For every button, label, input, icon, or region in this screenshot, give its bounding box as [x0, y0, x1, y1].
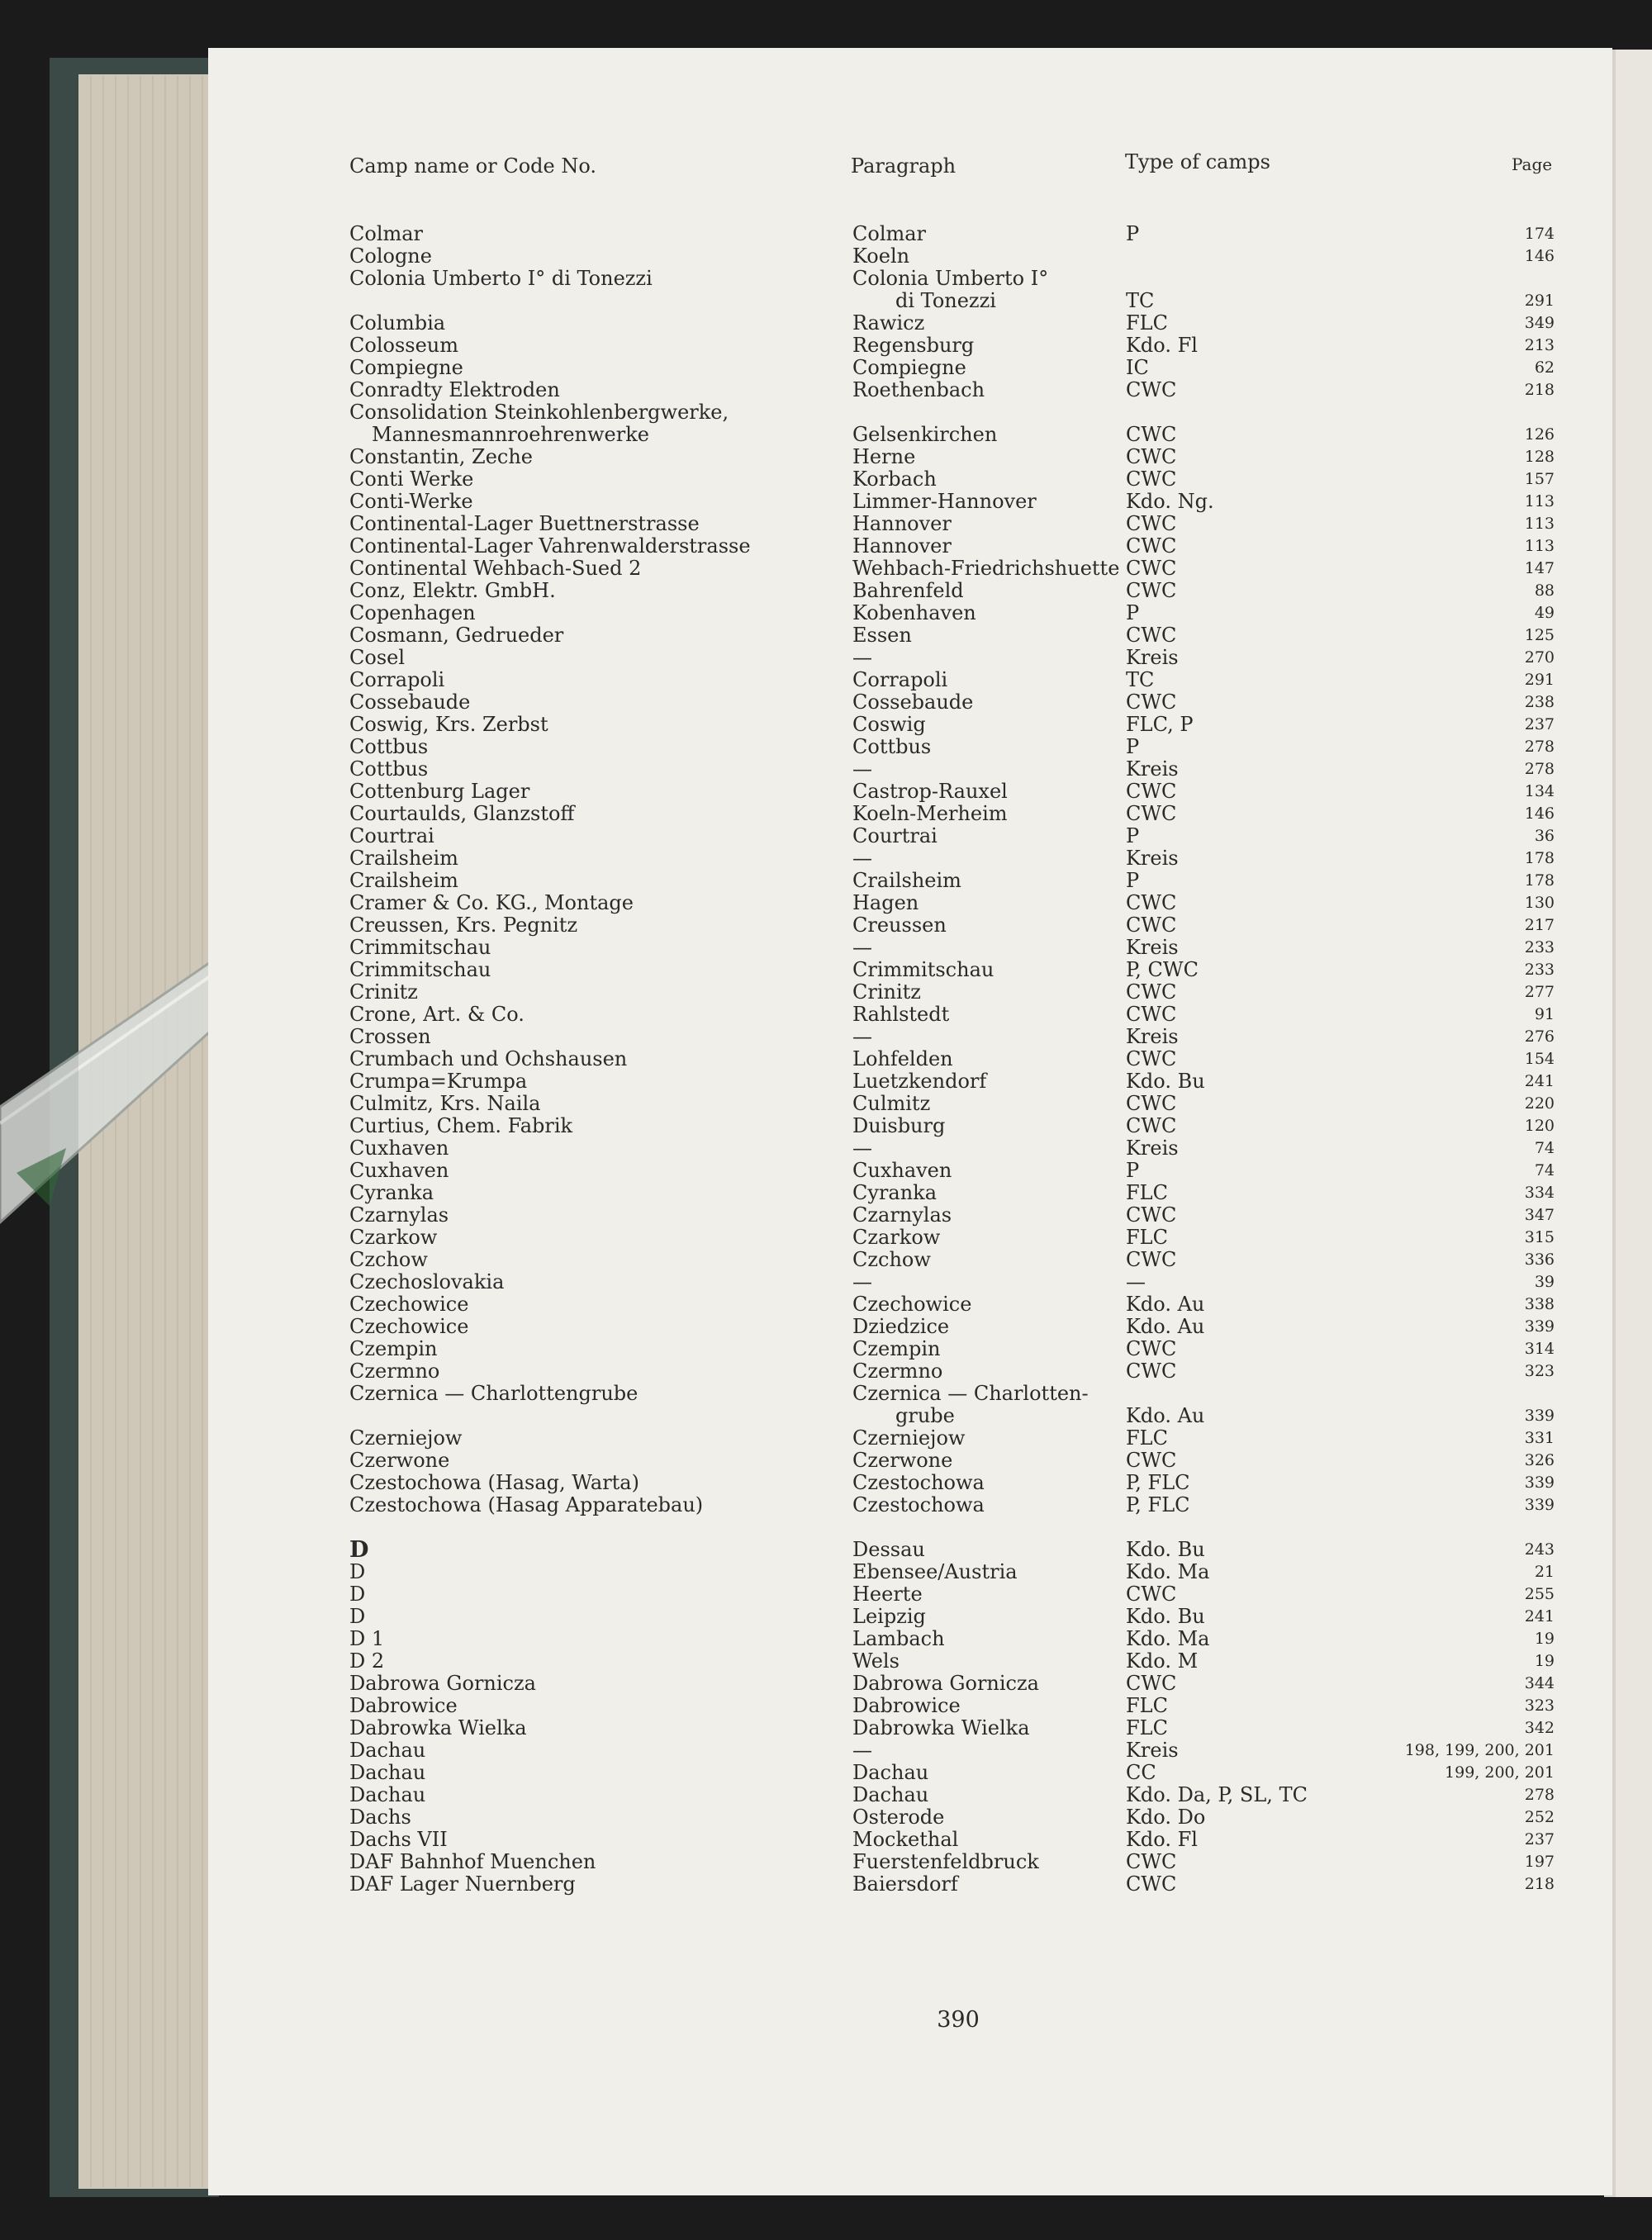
paragraph-cell: Kobenhaven [852, 601, 976, 624]
camp-type-cell: CWC [1126, 512, 1177, 535]
page-ref-cell: 39 [1534, 1273, 1555, 1291]
page-ref-cell: 128 [1524, 448, 1555, 466]
camp-type-cell: P [1126, 869, 1140, 892]
camp-type-cell: FLC, P [1126, 713, 1194, 736]
paragraph-cell: di Tonezzi [895, 289, 996, 312]
paragraph-cell: Culmitz [852, 1092, 931, 1115]
column-header [0, 0, 1652, 178]
camp-type-cell: FLC [1126, 1694, 1168, 1717]
page-ref-cell: 157 [1524, 470, 1555, 488]
camp-name-cell: Czerwone [349, 1449, 450, 1472]
paragraph-cell: — [852, 1739, 872, 1762]
paragraph-cell: Cossebaude [852, 691, 974, 714]
camp-type-cell: CWC [1126, 891, 1177, 914]
paragraph-cell: Czechowice [852, 1293, 972, 1316]
paragraph-cell: Dessau [852, 1538, 925, 1561]
camp-type-cell: CWC [1126, 914, 1177, 937]
camp-type-cell: Kdo. M [1126, 1649, 1199, 1673]
paragraph-cell: Czerniejow [852, 1426, 966, 1450]
camp-type-cell: Kreis [1126, 936, 1179, 959]
camp-type-cell: CWC [1126, 1360, 1177, 1383]
camp-name-cell: Conradty Elektroden [349, 378, 560, 401]
page-ref-cell: 278 [1524, 1786, 1555, 1804]
camp-type-cell: CWC [1126, 557, 1177, 580]
paragraph-cell: Czernica — Charlotten- [852, 1382, 1089, 1405]
camp-type-cell: IC [1126, 356, 1149, 379]
camp-type-cell: Kdo. Au [1126, 1315, 1205, 1338]
page-ref-cell: 178 [1524, 849, 1555, 867]
camp-type-cell: CWC [1126, 980, 1177, 1004]
paragraph-cell: Crailsheim [852, 869, 961, 892]
camp-type-cell: Kdo. Ng. [1126, 490, 1214, 513]
camp-name-cell: Columbia [349, 311, 446, 335]
camp-name-cell: Conti Werke [349, 467, 474, 491]
paragraph-cell: Cyranka [852, 1181, 938, 1204]
camp-type-cell: CWC [1126, 1092, 1177, 1115]
camp-name-cell: Continental Wehbach-Sued 2 [349, 557, 642, 580]
camp-name-cell: Constantin, Zeche [349, 445, 534, 468]
page-ref-cell: 339 [1524, 1474, 1555, 1492]
camp-type-cell: Kdo. Da, P, SL, TC [1126, 1783, 1308, 1806]
camp-name-cell: D 2 [349, 1649, 385, 1673]
camp-name-cell: Dabrowa Gornicza [349, 1672, 536, 1695]
paragraph-cell: — [852, 1270, 872, 1293]
paragraph-cell: Courtrai [852, 824, 938, 847]
paragraph-cell: Lohfelden [852, 1047, 953, 1070]
paragraph-cell: grube [895, 1404, 955, 1427]
page-ref-cell: 21 [1534, 1563, 1555, 1581]
camp-name-cell: Colmar [349, 222, 424, 245]
header-page: Page [1512, 154, 1553, 174]
camp-name-cell: Czestochowa (Hasag, Warta) [349, 1471, 639, 1494]
camp-type-cell: — [1126, 1270, 1146, 1293]
camp-name-cell: Continental-Lager Buettnerstrasse [349, 512, 700, 535]
camp-name-cell: Czermno [349, 1360, 440, 1383]
paragraph-cell: — [852, 847, 872, 870]
paragraph-cell: Herne [852, 445, 916, 468]
camp-name-cell: Curtius, Chem. Fabrik [349, 1114, 573, 1137]
camp-name-cell: Courtrai [349, 824, 434, 847]
paragraph-cell: Wels [852, 1649, 900, 1673]
paragraph-cell: Ebensee/Austria [852, 1560, 1018, 1583]
page-ref-cell: 315 [1524, 1228, 1555, 1246]
camp-type-cell: FLC [1126, 1226, 1168, 1249]
camp-name-cell: Crinitz [349, 980, 418, 1004]
camp-name-cell: Czempin [349, 1337, 438, 1360]
page-ref-cell: 241 [1524, 1072, 1555, 1090]
camp-name-cell: Consolidation Steinkohlenbergwerke, [349, 401, 729, 424]
camp-type-cell: CWC [1126, 1003, 1177, 1026]
paragraph-cell: Coswig [852, 713, 926, 736]
camp-name-cell: D [349, 1605, 366, 1628]
page-ref-cell: 278 [1524, 738, 1555, 756]
page-ref-cell: 336 [1524, 1251, 1555, 1269]
paragraph-cell: Mockethal [852, 1828, 959, 1851]
camp-type-cell: P [1126, 824, 1140, 847]
camp-type-cell: CWC [1126, 1583, 1177, 1606]
camp-type-cell: CWC [1126, 1672, 1177, 1695]
camp-name-cell: Czestochowa (Hasag Apparatebau) [349, 1493, 704, 1516]
page-ref-cell: 344 [1524, 1674, 1555, 1692]
paragraph-cell: Crinitz [852, 980, 921, 1004]
page-ref-cell: 243 [1524, 1540, 1555, 1559]
camp-name-cell: Dachau [349, 1761, 426, 1784]
camp-name-cell: Czchow [349, 1248, 428, 1271]
camp-type-cell: FLC [1126, 311, 1168, 335]
page-ref-cell: 49 [1534, 604, 1555, 622]
page-number-text: 390 [937, 2007, 980, 2033]
page-ref-cell: 125 [1524, 626, 1555, 644]
paragraph-cell: Heerte [852, 1583, 923, 1606]
page-ref-cell: 347 [1524, 1206, 1555, 1224]
camp-name-cell: Crumpa=Krumpa [349, 1070, 528, 1093]
camp-type-cell: P, CWC [1126, 958, 1199, 981]
paragraph-cell: Dachau [852, 1783, 929, 1806]
camp-type-cell: Kreis [1126, 1137, 1179, 1160]
page-ref-cell: 237 [1524, 1830, 1555, 1848]
camp-name-cell: Courtaulds, Glanzstoff [349, 802, 575, 825]
camp-type-cell: CWC [1126, 1449, 1177, 1472]
camp-name-cell: Czechoslovakia [349, 1270, 505, 1293]
page-ref-cell: 323 [1524, 1362, 1555, 1380]
camp-type-cell: FLC [1126, 1181, 1168, 1204]
camp-name-cell: Crailsheim [349, 847, 458, 870]
page-ref-cell: 218 [1524, 381, 1555, 399]
paragraph-cell: Essen [852, 624, 912, 647]
paragraph-cell: Creussen [852, 914, 947, 937]
paragraph-cell: Czestochowa [852, 1471, 985, 1494]
page-ref-cell: 270 [1524, 648, 1555, 667]
paragraph-cell: Crimmitschau [852, 958, 995, 981]
page-ref-cell: 174 [1524, 225, 1555, 243]
paragraph-cell: Koeln [852, 244, 910, 268]
page-ref-cell: 147 [1524, 559, 1555, 577]
camp-type-cell: CWC [1126, 624, 1177, 647]
camp-name-cell: Cuxhaven [349, 1137, 449, 1160]
header-camp-name: Camp name or Code No. [349, 154, 596, 178]
page-ref-cell: 74 [1534, 1139, 1555, 1157]
camp-name-cell: Mannesmannroehrenwerke [372, 423, 649, 446]
page-ref-cell: 62 [1534, 358, 1555, 377]
camp-type-cell: Kreis [1126, 847, 1179, 870]
camp-type-cell: Kreis [1126, 1025, 1179, 1048]
page-ref-cell: 339 [1524, 1407, 1555, 1425]
camp-name-cell: Continental-Lager Vahrenwalderstrasse [349, 534, 751, 558]
header-type: Type of camps [1125, 150, 1270, 173]
camp-name-cell: Crimmitschau [349, 936, 491, 959]
paragraph-cell: Dziedzice [852, 1315, 950, 1338]
camp-name-cell: Cyranka [349, 1181, 434, 1204]
page-ref-cell: 255 [1524, 1585, 1555, 1603]
paragraph-cell: Baiersdorf [852, 1872, 958, 1896]
page-ref-cell: 342 [1524, 1719, 1555, 1737]
paragraph-cell: Dachau [852, 1761, 929, 1784]
paragraph-cell: Dabrowa Gornicza [852, 1672, 1039, 1695]
page-ref-cell: 241 [1524, 1607, 1555, 1625]
page-ref-cell: 199, 200, 201 [1445, 1763, 1555, 1782]
page-ref-cell: 339 [1524, 1317, 1555, 1336]
page-ref-cell: 323 [1524, 1697, 1555, 1715]
camp-type-cell: CWC [1126, 802, 1177, 825]
paragraph-cell: — [852, 1025, 872, 1048]
paragraph-cell: Cuxhaven [852, 1159, 952, 1182]
paragraph-cell: Hannover [852, 512, 952, 535]
page-ref-cell: 197 [1524, 1853, 1555, 1871]
page-ref-cell: 349 [1524, 314, 1555, 332]
camp-name-cell: Cosmann, Gedrueder [349, 624, 564, 647]
page-ref-cell: 276 [1524, 1027, 1555, 1046]
camp-type-cell: FLC [1126, 1716, 1168, 1739]
paragraph-cell: Hagen [852, 891, 919, 914]
page-ref-cell: 339 [1524, 1496, 1555, 1514]
paragraph-cell: Colmar [852, 222, 927, 245]
page-ref-cell: 314 [1524, 1340, 1555, 1358]
camp-type-cell: Kdo. Bu [1126, 1538, 1205, 1561]
page-ref-cell: 91 [1534, 1005, 1555, 1023]
paragraph-cell: Czarkow [852, 1226, 941, 1249]
page-ref-cell: 198, 199, 200, 201 [1404, 1741, 1555, 1759]
camp-type-cell: Kdo. Ma [1126, 1560, 1210, 1583]
camp-name-cell: Dabrowice [349, 1694, 458, 1717]
camp-name-cell: Coswig, Krs. Zerbst [349, 713, 548, 736]
camp-name-cell: D 1 [349, 1627, 385, 1650]
camp-name-cell: Crone, Art. & Co. [349, 1003, 525, 1026]
camp-type-cell: P [1126, 735, 1140, 758]
camp-type-cell: CWC [1126, 1337, 1177, 1360]
camp-type-cell: Kdo. Do [1126, 1806, 1206, 1829]
camp-type-cell: FLC [1126, 1426, 1168, 1450]
paragraph-cell: Cottbus [852, 735, 932, 758]
page-ref-cell: 19 [1534, 1652, 1555, 1670]
page-ref-cell: 278 [1524, 760, 1555, 778]
camp-type-cell: CWC [1126, 423, 1177, 446]
camp-type-cell: Kdo. Bu [1126, 1605, 1205, 1628]
camp-type-cell: CWC [1126, 445, 1177, 468]
camp-name-cell: Colonia Umberto I° di Tonezzi [349, 267, 653, 290]
camp-type-cell: CWC [1126, 579, 1177, 602]
paragraph-cell: Roethenbach [852, 378, 985, 401]
page-ref-cell: 291 [1524, 671, 1555, 689]
page-ref-cell: 334 [1524, 1184, 1555, 1202]
paragraph-cell: Rawicz [852, 311, 925, 335]
camp-type-cell: P [1126, 601, 1140, 624]
page-ref-cell: 291 [1524, 292, 1555, 310]
camp-type-cell: Kdo. Bu [1126, 1070, 1205, 1093]
page-ref-cell: 113 [1524, 492, 1555, 510]
camp-type-cell: TC [1126, 289, 1155, 312]
camp-type-cell: CWC [1126, 1872, 1177, 1896]
camp-type-cell: CWC [1126, 1203, 1177, 1227]
paragraph-cell: Czempin [852, 1337, 941, 1360]
paragraph-cell: Czarnylas [852, 1203, 952, 1227]
camp-name-cell: Cossebaude [349, 691, 471, 714]
page-ref-cell: 126 [1524, 425, 1555, 444]
paragraph-cell: Czestochowa [852, 1493, 985, 1516]
camp-type-cell: CWC [1126, 1114, 1177, 1137]
camp-type-cell: CWC [1126, 780, 1177, 803]
page-ref-cell: 120 [1524, 1117, 1555, 1135]
camp-name-cell: Czarkow [349, 1226, 438, 1249]
page-ref-cell: 218 [1524, 1875, 1555, 1893]
paragraph-cell: Lambach [852, 1627, 945, 1650]
camp-name-cell: Colosseum [349, 334, 458, 357]
camp-name-cell: Czernica — Charlottengrube [349, 1382, 638, 1405]
camp-name-cell: Cottenburg Lager [349, 780, 530, 803]
camp-type-cell: Kdo. Au [1126, 1293, 1205, 1316]
camp-name-cell: Crailsheim [349, 869, 458, 892]
paragraph-cell: — [852, 757, 872, 781]
page-ref-cell: 331 [1524, 1429, 1555, 1447]
camp-name-cell: D [349, 1537, 369, 1563]
camp-name-cell: Cuxhaven [349, 1159, 449, 1182]
camp-type-cell: P [1126, 222, 1140, 245]
page-ref-cell: 113 [1524, 515, 1555, 533]
page-ref-cell: 220 [1524, 1094, 1555, 1113]
camp-type-cell: Kdo. Au [1126, 1404, 1205, 1427]
camp-type-cell: P [1126, 1159, 1140, 1182]
paragraph-cell: Colonia Umberto I° [852, 267, 1049, 290]
camp-name-cell: Cottbus [349, 735, 429, 758]
paragraph-cell: Czermno [852, 1360, 943, 1383]
camp-name-cell: Crossen [349, 1025, 431, 1048]
camp-name-cell: Cosel [349, 646, 406, 669]
page-ref-cell: 233 [1524, 938, 1555, 956]
page-ref-cell: 130 [1524, 894, 1555, 912]
camp-type-cell: CWC [1126, 1850, 1177, 1873]
page-ref-cell: 237 [1524, 715, 1555, 733]
camp-type-cell: P, FLC [1126, 1471, 1190, 1494]
page-ref-cell: 88 [1534, 581, 1555, 600]
paragraph-cell: Dabrowka Wielka [852, 1716, 1030, 1739]
page-ref-cell: 74 [1534, 1161, 1555, 1179]
camp-name-cell: DAF Bahnhof Muenchen [349, 1850, 596, 1873]
camp-type-cell: CWC [1126, 534, 1177, 558]
page-ref-cell: 277 [1524, 983, 1555, 1001]
camp-name-cell: Dachs [349, 1806, 411, 1829]
camp-type-cell: CWC [1126, 1047, 1177, 1070]
camp-name-cell: Dabrowka Wielka [349, 1716, 527, 1739]
camp-type-cell: Kreis [1126, 1739, 1179, 1762]
page-ref-cell: 146 [1524, 247, 1555, 265]
paragraph-cell: Hannover [852, 534, 952, 558]
camp-type-cell: CWC [1126, 378, 1177, 401]
camp-type-cell: Kreis [1126, 646, 1179, 669]
paragraph-cell: Osterode [852, 1806, 945, 1829]
camp-name-cell: Cramer & Co. KG., Montage [349, 891, 634, 914]
paragraph-cell: Bahrenfeld [852, 579, 964, 602]
camp-name-cell: Czechowice [349, 1293, 469, 1316]
camp-type-cell: CC [1126, 1761, 1156, 1784]
camp-name-cell: Creussen, Krs. Pegnitz [349, 914, 578, 937]
camp-type-cell: Kdo. Fl [1126, 334, 1198, 357]
camp-name-cell: Conti-Werke [349, 490, 473, 513]
paragraph-cell: Dabrowice [852, 1694, 961, 1717]
camp-name-cell: Dachau [349, 1739, 426, 1762]
paragraph-cell: — [852, 936, 872, 959]
page-ref-cell: 178 [1524, 871, 1555, 890]
paragraph-cell: Gelsenkirchen [852, 423, 998, 446]
paragraph-cell: Wehbach-Friedrichshuette [852, 557, 1120, 580]
camp-type-cell: Kdo. Fl [1126, 1828, 1198, 1851]
paragraph-cell: Leipzig [852, 1605, 926, 1628]
paragraph-cell: Koeln-Merheim [852, 802, 1008, 825]
paragraph-cell: Compiegne [852, 356, 966, 379]
paragraph-cell: Czchow [852, 1248, 931, 1271]
paragraph-cell: Korbach [852, 467, 937, 491]
camp-name-cell: Compiegne [349, 356, 463, 379]
page-ref-cell: 252 [1524, 1808, 1555, 1826]
page-ref-cell: 326 [1524, 1451, 1555, 1469]
page-ref-cell: 134 [1524, 782, 1555, 800]
paragraph-cell: Castrop-Rauxel [852, 780, 1008, 803]
camp-name-cell: D [349, 1560, 366, 1583]
page-ref-cell: 217 [1524, 916, 1555, 934]
camp-type-cell: CWC [1126, 467, 1177, 491]
camp-type-cell: Kreis [1126, 757, 1179, 781]
page-ref-cell: 36 [1534, 827, 1555, 845]
page-ref-cell: 238 [1524, 693, 1555, 711]
page-ref-cell: 233 [1524, 961, 1555, 979]
paragraph-cell: Limmer-Hannover [852, 490, 1037, 513]
camp-name-cell: Dachau [349, 1783, 426, 1806]
camp-name-cell: Cottbus [349, 757, 429, 781]
camp-type-cell: P, FLC [1126, 1493, 1190, 1516]
page-ref-cell: 19 [1534, 1630, 1555, 1648]
camp-name-cell: Crumbach und Ochshausen [349, 1047, 628, 1070]
camp-name-cell: Copenhagen [349, 601, 476, 624]
camp-name-cell: D [349, 1583, 366, 1606]
paragraph-cell: Rahlstedt [852, 1003, 950, 1026]
header-paragraph: Paragraph [851, 154, 957, 178]
page-ref-cell: 113 [1524, 537, 1555, 555]
paragraph-cell: — [852, 646, 872, 669]
paragraph-cell: — [852, 1137, 872, 1160]
camp-name-cell: DAF Lager Nuernberg [349, 1872, 576, 1896]
camp-name-cell: Culmitz, Krs. Naila [349, 1092, 541, 1115]
page-ref-cell: 213 [1524, 336, 1555, 354]
camp-name-cell: Crimmitschau [349, 958, 491, 981]
camp-name-cell: Corrapoli [349, 668, 445, 691]
camp-type-cell: TC [1126, 668, 1155, 691]
paragraph-cell: Czerwone [852, 1449, 953, 1472]
page-ref-cell: 154 [1524, 1050, 1555, 1068]
camp-name-cell: Czarnylas [349, 1203, 449, 1227]
paragraph-cell: Fuerstenfeldbruck [852, 1850, 1039, 1873]
paragraph-cell: Duisburg [852, 1114, 946, 1137]
camp-name-cell: Conz, Elektr. GmbH. [349, 579, 556, 602]
page-ref-cell: 146 [1524, 804, 1555, 823]
paragraph-cell: Luetzkendorf [852, 1070, 987, 1093]
camp-type-cell: Kdo. Ma [1126, 1627, 1210, 1650]
page-ref-cell: 338 [1524, 1295, 1555, 1313]
camp-type-cell: CWC [1126, 691, 1177, 714]
camp-name-cell: Czerniejow [349, 1426, 463, 1450]
camp-name-cell: Cologne [349, 244, 432, 268]
camp-type-cell: CWC [1126, 1248, 1177, 1271]
paragraph-cell: Corrapoli [852, 668, 948, 691]
camp-name-cell: Czechowice [349, 1315, 469, 1338]
camp-name-cell: Dachs VII [349, 1828, 448, 1851]
paragraph-cell: Regensburg [852, 334, 975, 357]
